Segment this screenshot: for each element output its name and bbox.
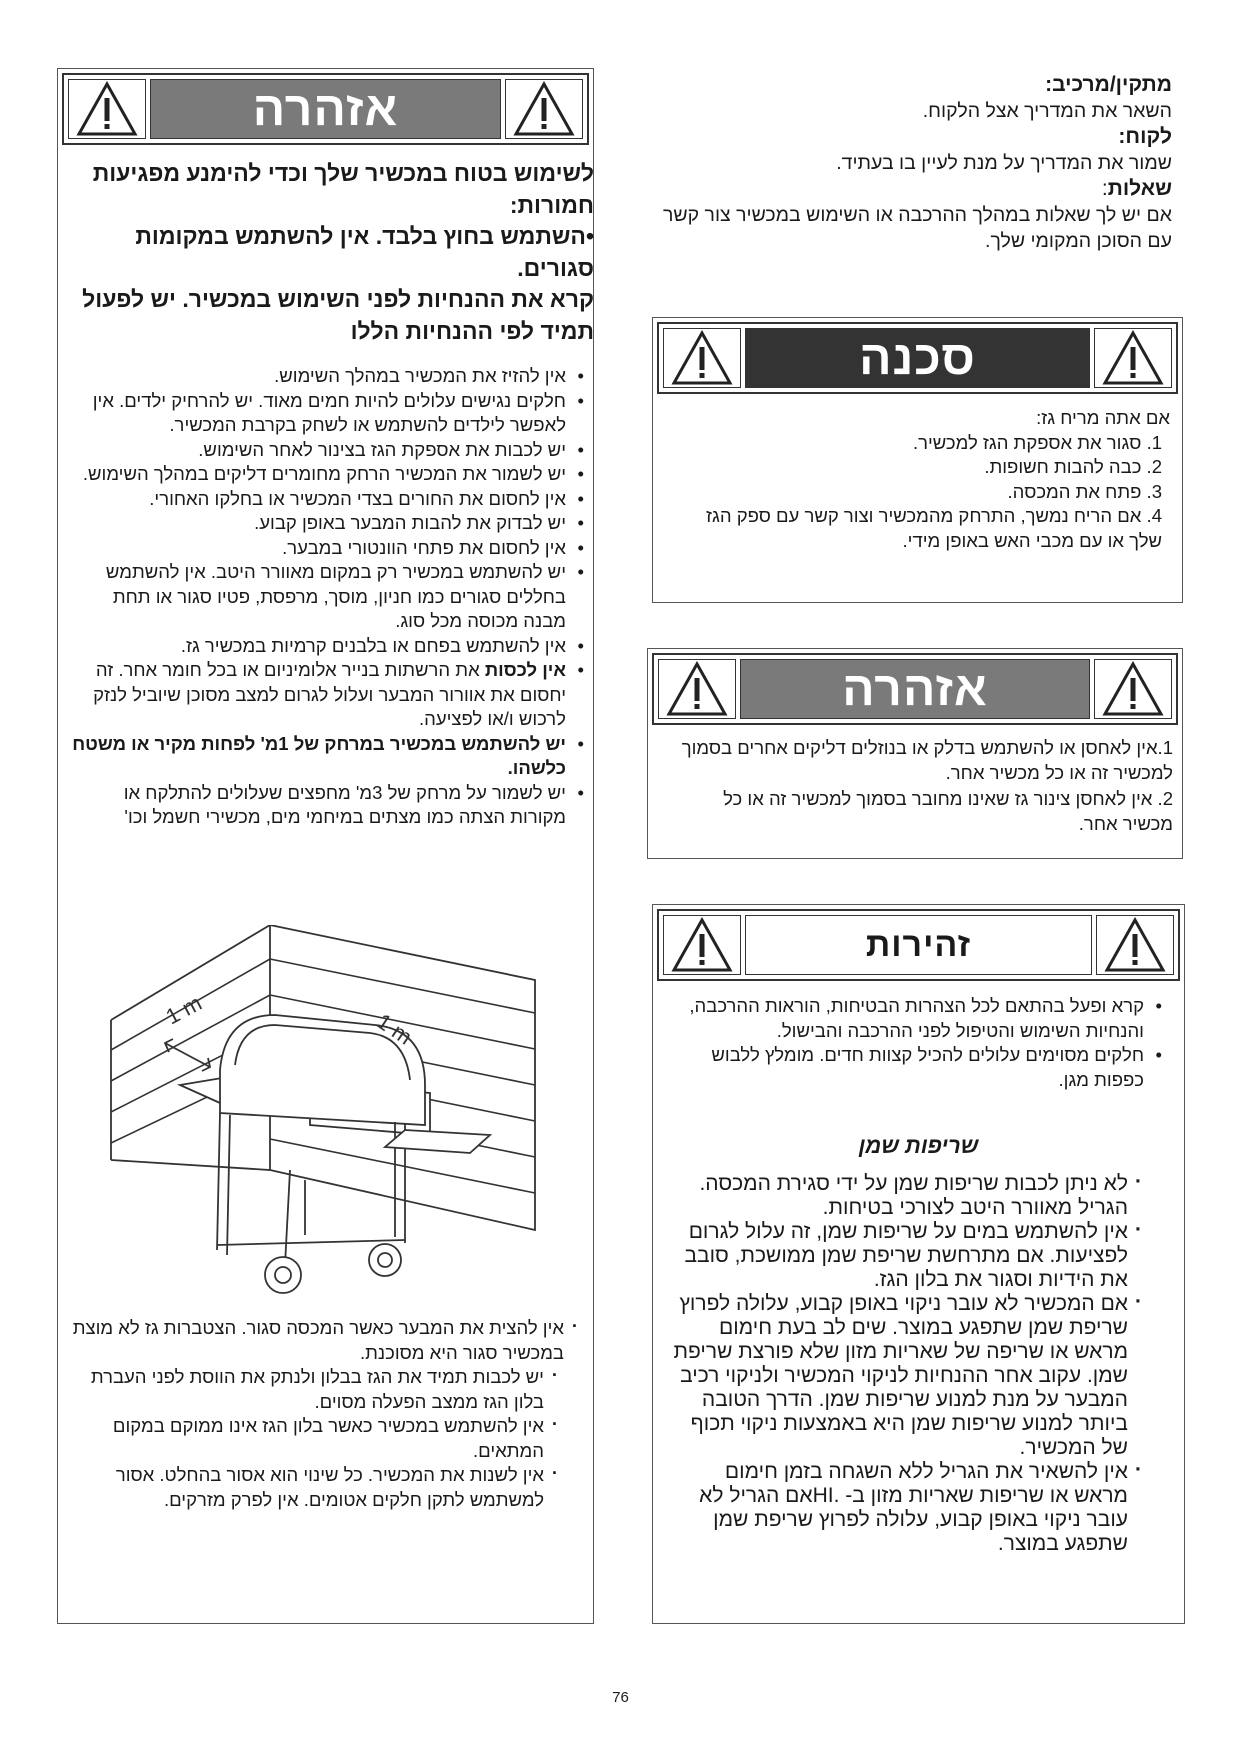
list-item: · אין לשנות את המכשיר. כל שינוי הוא אסור בהחלט. אסור למשתמש לתקן חלקים אטומים. אין לפרק מזרקים.: [72, 1463, 560, 1512]
distance-bold: יש להשתמש במכשיר במרחק של 1מ' לפחות מקיר או משטח כלשהו.: [72, 732, 566, 778]
customer-label: לקוח:: [1118, 125, 1172, 148]
list-item: [72, 658, 584, 732]
questions-heading: [650, 176, 1172, 202]
list-item: • יש לכבות את אספקת הגז בצינור לאחר השימוש.: [72, 438, 584, 463]
list-item: · לא ניתן לכבות שריפות שמן על ידי סגירת המכסה. הגריל מאוורר היטב לצורכי בטיחות.: [672, 1172, 1144, 1220]
warning-triangle-icon: [68, 79, 146, 139]
list-item: • יש לשמור על מרחק של 3מ' מחפצים שעלולים להתלקח או מקורות הצתה כמו מצתים במיחמי מים, מכשירי חשמל וכו': [72, 781, 584, 830]
list-item: · אין להשאיר את הגריל ללא השגחה בזמן חימום מראש או שריפות שאריות מזון ב- .HIאם הגריל לא עובר ניקוי באופן קבוע, עלולה לפרוץ שריפת שמן שתפגע במוצר.: [672, 1460, 1144, 1556]
questions-label: שאלות: [1107, 177, 1172, 200]
warning-body: [668, 736, 1173, 836]
warning-title: אזהרה: [740, 659, 1090, 719]
warning-triangle-icon: [658, 659, 736, 719]
warning-triangle-icon: [1096, 915, 1174, 975]
dimension-label-right: 1 m: [372, 1008, 417, 1050]
danger-step: 3. פתח את המכסה.: [1007, 480, 1162, 502]
warning-triangle-icon: [663, 915, 741, 975]
list-item: • חלקים נגישים עלולים להיות חמים מאוד. יש להרחיק ילדים. אין לאפשר לילדים להשתמש או לשחק בקרבת המכשיר.: [72, 389, 584, 438]
list-item: • חלקים מסוימים עלולים להכיל קצוות חדים. מומלץ ללבוש כפפות מגן.: [670, 1043, 1162, 1092]
questions-colon: :: [1101, 177, 1108, 200]
list-item: • יש לבדוק את להבות המבער באופן קבוע.: [72, 511, 584, 536]
warning-triangle-icon: [663, 328, 741, 388]
list-item: • יש לשמור את המכשיר הרחק מחומרים דליקים במהלך השימוש.: [72, 462, 584, 487]
danger-body: [672, 406, 1170, 553]
list-item: · אין להצית את המבער כאשר המכסה סגור. הצטברות גז לא מוצת במכשיר סגור היא מסוכנת.: [72, 1316, 580, 1365]
list-item: • אין להשתמש בפחם או בלבנים קרמיות במכשיר גז.: [72, 634, 584, 659]
list-item: • אין להזיז את המכשיר במהלך השימוש.: [72, 364, 584, 389]
list-item: • אין לחסום את החורים בצדי המכשיר או בחלקו האחורי.: [72, 487, 584, 512]
danger-step: 2. כבה להבות חשופות.: [984, 456, 1162, 477]
warning-triangle-icon: [1094, 328, 1172, 388]
grill-clearance-diagram: [105, 925, 545, 1305]
list-item: [72, 732, 584, 781]
danger-intro: אם אתה מריח גז:: [1036, 407, 1170, 428]
installer-text: השאר את המדריך אצל הלקוח.: [922, 100, 1172, 122]
caution-bullets: [670, 994, 1162, 1092]
grease-fire-list: [672, 1172, 1144, 1556]
left-warning-bullets: [72, 364, 584, 830]
page-number: 76: [612, 1689, 629, 1706]
danger-title: סכנה: [745, 328, 1090, 388]
danger-step: 4. אם הריח נמשך, התרחק מהמכשיר וצור קשר עם ספק הגז שלך או עם מכבי האש באופן מידי.: [706, 505, 1162, 551]
left-warning-heading: [80, 158, 594, 347]
heading-line: קרא את ההנחיות לפני השימוש במכשיר. יש לפעול תמיד לפי ההנחיות הללו: [82, 286, 594, 344]
danger-banner: [657, 322, 1178, 394]
list-item: · אם המכשיר לא עובר ניקוי באופן קבוע, עלולה לפרוץ שריפת שמן שתפגע במוצר. שים לב בעת חימום מראש או שריפה של שאריות מזון שלא פורצת שריפת שמן. עקוב אחר ההנחיות לניקוי המכשיר ולניקוי רכיב המבער על מנת למנוע שריפות שמן. הדרך הטובה ביותר למנוע שריפות שמן היא באמצעות ניקוי תכוף של המכשיר.: [672, 1292, 1144, 1460]
warning-banner: [652, 653, 1178, 725]
left-warning-title: אזהרה: [150, 79, 501, 139]
warning-item: 2. אין לאחסן צינור גז שאינו מחובר בסמוך למכשיר זה או כל מכשיר אחר.: [723, 788, 1173, 834]
heading-line: •השתמש בחוץ בלבד. אין להשתמש במקומות סגורים.: [135, 223, 594, 281]
caution-banner: [657, 909, 1180, 981]
warning-triangle-icon: [1094, 659, 1172, 719]
dimension-label-left: 1 m: [161, 990, 206, 1030]
list-item: • אין לחסום את פתחי הוונטורי במבער.: [72, 536, 584, 561]
left-warning-banner: [62, 73, 589, 145]
grease-fire-title: שריפות שמן: [858, 1133, 979, 1158]
warning-triangle-icon: [505, 79, 583, 139]
warning-item: 1.אין לאחסן או להשתמש בדלק או בנוזלים דליקים אחרים בסמוך למכשיר זה או כל מכשיר אחר.: [681, 737, 1173, 783]
customer-text: שמור את המדריך על מנת לעיין בו בעתיד.: [836, 152, 1172, 174]
list-item: · יש לכבות תמיד את הגז בבלון ולנתק את הווסת לפני העברת בלון הגז ממצב הפעלה מסוים.: [72, 1365, 560, 1414]
left-bottom-bullets: [72, 1316, 580, 1512]
list-item: · אין להשתמש במים על שריפות שמן, זה עלול לגרום לפציעות. אם מתרחשת שריפת שמן ממושכת, סובב את הידיות וסגור את בלון הגז.: [672, 1220, 1144, 1292]
danger-step: 1. סגור את אספקת הגז למכשיר.: [912, 431, 1162, 453]
heading-line: לשימוש בטוח במכשיר שלך וכדי להימנע מפגיעות חמורות:: [92, 160, 594, 218]
cover-bold: אין לכסות: [484, 659, 566, 680]
caution-title: זהירות: [745, 915, 1092, 975]
list-item: · אין להשתמש במכשיר כאשר בלון הגז אינו ממוקם במקום המתאים.: [72, 1414, 560, 1463]
questions-text: אם יש לך שאלות במהלך ההרכבה או השימוש במכשיר צור קשר עם הסוכן המקומי שלך.: [662, 204, 1172, 252]
cover-rest: את הרשתות בנייר אלומיניום או בכל חומר אחר. זה יחסום את אוורור המבער ועלול לגרום למצב מסוכן שיוביל לנזק לרכוש ו/או לפציעה.: [93, 659, 566, 729]
list-item: • יש להשתמש במכשיר רק במקום מאוורר היטב. אין להשתמש בחללים סגורים כמו חניון, מוסך, מרפסת, פטיו סגור או תחת מבנה מכוסה מכל סוג.: [72, 560, 584, 634]
intro-section: [650, 72, 1172, 254]
list-item: • קרא ופעל בהתאם לכל הצהרות הבטיחות, הוראות ההרכבה, והנחיות השימוש והטיפול לפני ההרכבה והבישול.: [670, 994, 1162, 1043]
installer-label: מתקין/מרכיב:: [1045, 73, 1172, 96]
